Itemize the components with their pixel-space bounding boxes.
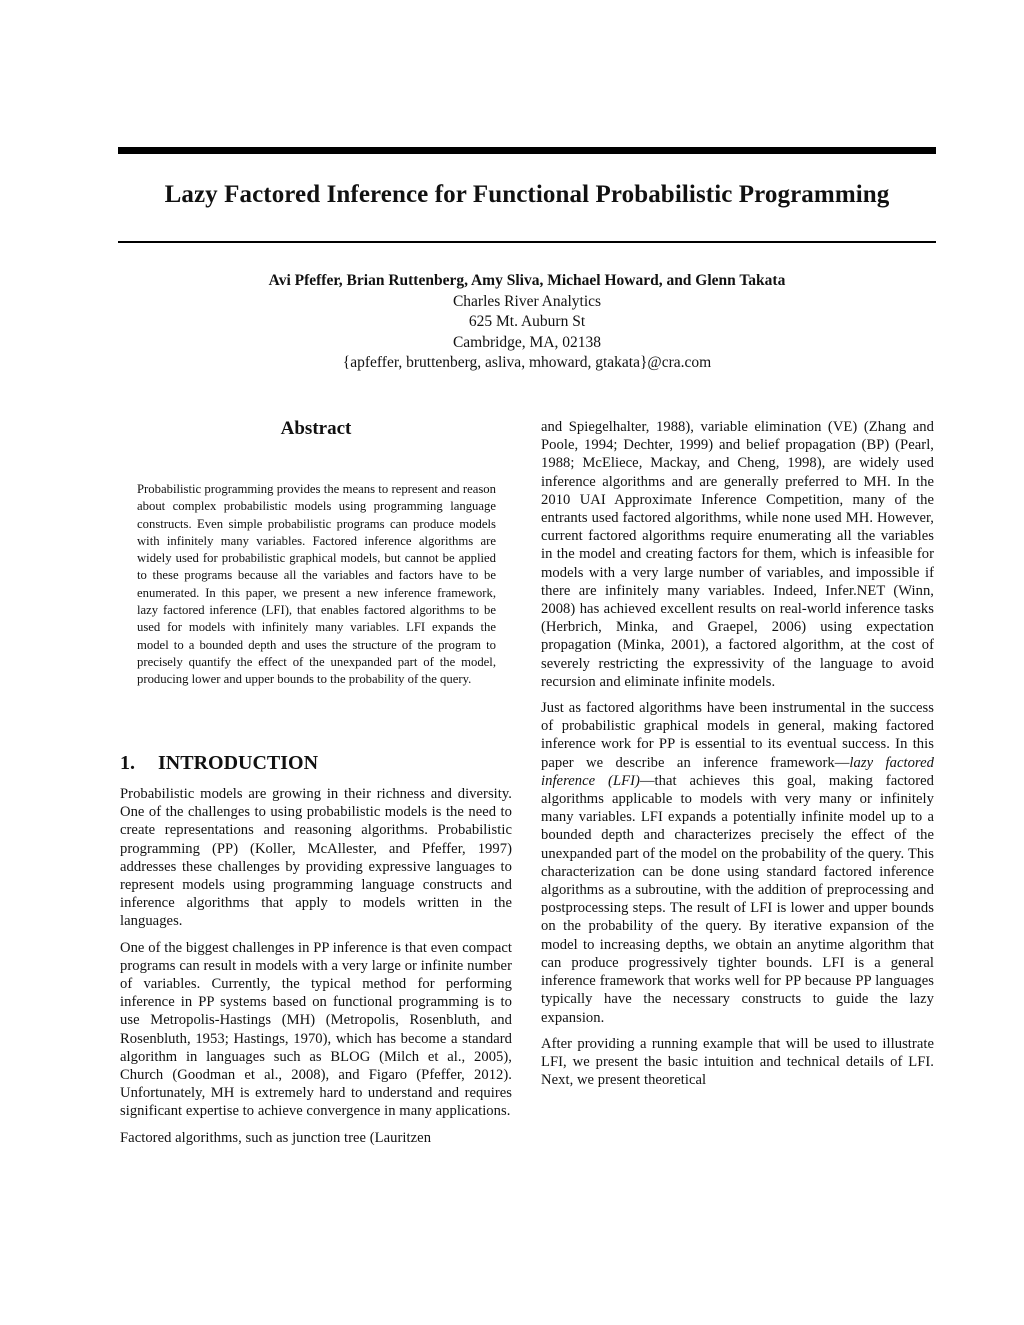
title-rule-bottom bbox=[118, 241, 936, 243]
title-rule-top bbox=[118, 147, 936, 154]
intro-paragraph-2: One of the biggest challenges in PP inference is that even compact programs can result in models with a very large or infinite number of variables. Currently, the typical method for performing inference in PP systems based on functional programming is to use Metropolis-Hastings (MH) (Metropolis, Rosenbluth, and Rosenbluth, 1953; Hastings, 1970), which has become a standard algorithm in languages such as BLOG (Milch et al., 2005), Church (Goodman et al., 2008), and Figaro (Pfeffer, 2012). Unfortunately, MH is extremely hard to understand and requires significant expertise to achieve convergence in many applications. bbox=[120, 939, 512, 1120]
address-line-2: Cambridge, MA, 02138 bbox=[452, 333, 602, 351]
affiliation: Charles River Analytics bbox=[452, 292, 602, 310]
paragraph-5-part-1: Just as factored algorithms have been instrumental in the success of probabilistic graphical models in general, making factored inference work for PP is essential to its eventual success. In this paper we describe an inference framework— bbox=[541, 700, 934, 771]
lfi-emphasis: lazy factored inference (LFI) bbox=[541, 754, 934, 789]
address-line-1: 625 Mt. Auburn St bbox=[468, 313, 586, 330]
paragraph-5-part-2: —that achieves this goal, making factored algorithms applicable to models with very many or infinitely many variables. LFI expands a potentially infinite model up to a bounded depth and characterizes precisely the effect of the unexpanded part of the model on the probability of the query. This characterization can be done using standard factored inference algorithms as a subroutine, with the addition of preprocessing and postprocessing steps. The result of LFI is lower and upper bounds on the probability of the query. By iterative expansion of the model to increasing depths, we obtain an anytime algorithm that can produce progressively tighter bounds. LFI is a general inference framework that works well for PP because PP languages typically have the necessary constructs to guide the lazy expansion. bbox=[541, 772, 934, 1026]
left-column bbox=[120, 785, 512, 1155]
section-heading bbox=[120, 752, 318, 775]
intro-paragraph-6: After providing a running example that will be used to illustrate LFI, we present the basic intuition and technical details of LFI. Next, we present theoretical bbox=[541, 1035, 934, 1089]
section-number: 1. bbox=[120, 752, 135, 774]
abstract-heading: Abstract bbox=[280, 418, 352, 439]
paper-title: Lazy Factored Inference for Functional Probabilistic Programming bbox=[164, 181, 890, 208]
intro-paragraph-3: Factored algorithms, such as junction tree (Lauritzen bbox=[120, 1129, 432, 1146]
intro-paragraph-4: and Spiegelhalter, 1988), variable elimination (VE) (Zhang and Poole, 1994; Dechter, 1999) and belief propagation (BP) (Pearl, 1988; McEliece, Mackay, and Cheng, 1998), are widely used inference algorithms and are generally preferred to MH. In the 2010 UAI Approximate Inference Competition, many of the entrants used factored algorithms, while none used MH. However, current factored algorithms require enumerating all the variables in the model and creating factors for them, which is infeasible for models with a very large number of variables, and impossible if there are infinitely many variables. Indeed, Infer.NET (Winn, 2008) has achieved excellent results on real-world inference tasks (Herbrich, Minka, and Graepel, 2006) using expectation propagation (Minka, 2001), a factored algorithm, at the cost of severely restricting the expressivity of the language to avoid recursion and eliminate infinite models. bbox=[541, 419, 934, 690]
author-emails: {apfeffer, bruttenberg, asliva, mhoward, gtakata}@cra.com bbox=[342, 354, 712, 371]
abstract-text: Probabilistic programming provides the means to represent and reason about complex probabilistic models using programming language constructs. Even simple probabilistic programs can produce models with infinitely many variables. Factored inference algorithms are widely used for probabilistic graphical models, but cannot be applied to these programs because all the variables and factors have to be enumerated. In this paper, we present a new inference framework, lazy factored inference (LFI), that enables factored algorithms to be used for models with infinitely many variables. LFI expands the model to a bounded depth and uses the structure of the program to precisely quantify the effect of the unexpanded part of the model, producing lower and upper bounds to the probability of the query. bbox=[137, 482, 496, 687]
intro-paragraph-1: Probabilistic models are growing in their richness and diversity. One of the challenges to using probabilistic models is the need to create representations and reasoning algorithms. Probabilistic programming (PP) (Koller, McAllester, and Pfeffer, 1997) addresses these challenges by providing expressive languages to represent models using programming language constructs and inference algorithms that apply to models written in the languages. bbox=[120, 786, 512, 930]
intro-paragraph-5 bbox=[541, 699, 934, 1027]
author-names: Avi Pfeffer, Brian Ruttenberg, Amy Sliva, Michael Howard, and Glenn Takata bbox=[268, 272, 786, 289]
section-title: INTRODUCTION bbox=[158, 752, 319, 774]
author-block bbox=[118, 271, 936, 374]
right-column bbox=[541, 418, 934, 1097]
